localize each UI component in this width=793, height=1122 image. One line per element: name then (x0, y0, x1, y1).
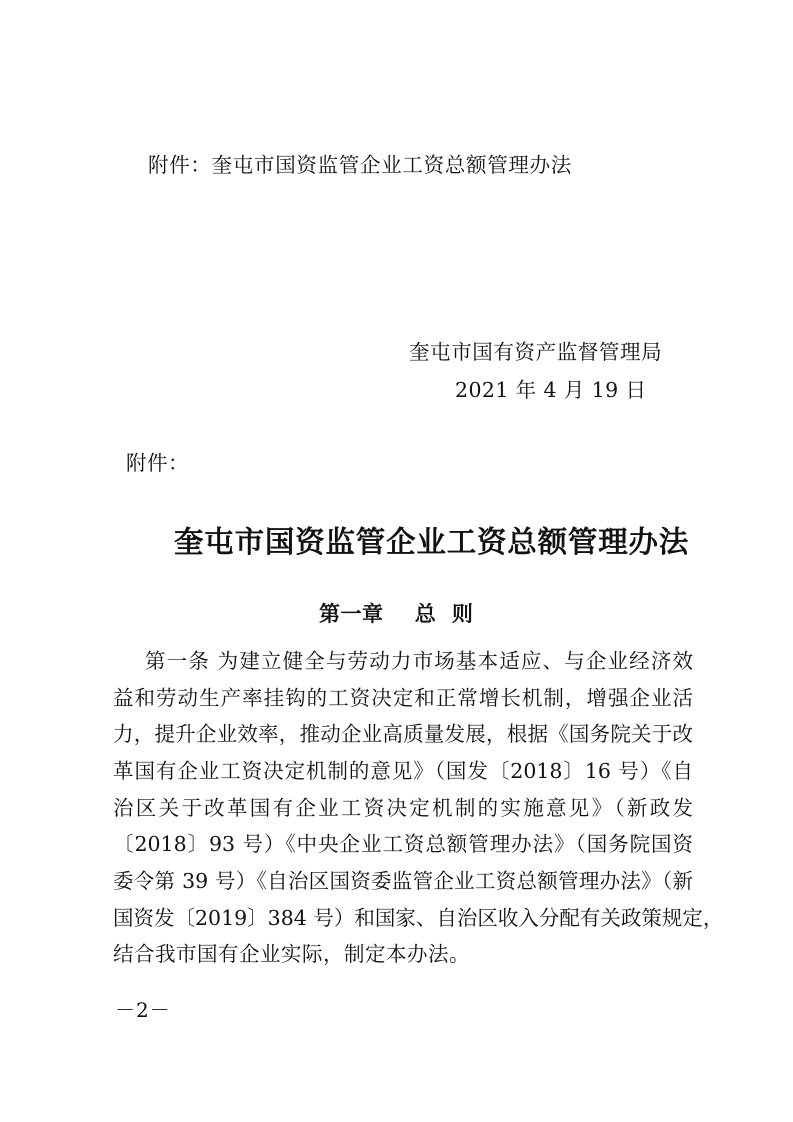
issuer-name: 奎屯市国有资产监督管理局 (409, 340, 663, 364)
attachment-label: 附件： (126, 451, 189, 475)
article-1-line: 益和劳动生产率挂钩的工资决定和正常增长机制，增强企业活 (113, 686, 693, 710)
article-1-line: 革国有企业工资决定机制的意见》（国发〔2018〕16 号）《自 (113, 759, 693, 783)
attachment-header-line: 附件：奎屯市国资监管企业工资总额管理办法 (148, 153, 572, 177)
article-1-line: 力，提升企业效率，推动企业高质量发展，根据《国务院关于改 (113, 722, 693, 746)
article-1-line: 国资发〔2019〕384 号）和国家、自治区收入分配有关政策规定， (113, 906, 724, 930)
document-title: 奎屯市国资监管企业工资总额管理办法 (174, 524, 690, 559)
article-1-line: 结合我市国有企业实际，制定本办法。 (113, 942, 470, 966)
chapter-heading: 第一章 总 则 (319, 602, 474, 626)
article-1-line: 〔2018〕93 号）《中央企业工资总额管理办法》（国务院国资 (113, 832, 693, 856)
article-1-line: 治区关于改革国有企业工资决定机制的实施意见》（新政发 (113, 796, 693, 820)
page-number: －2－ (115, 998, 171, 1022)
issue-date: 2021 年 4 月 19 日 (455, 378, 647, 402)
article-1-line: 第一条 为建立健全与劳动力市场基本适应、与企业经济效 (145, 649, 693, 673)
article-1-line: 委令第 39 号）《自治区国资委监管企业工资总额管理办法》（新 (113, 869, 693, 893)
